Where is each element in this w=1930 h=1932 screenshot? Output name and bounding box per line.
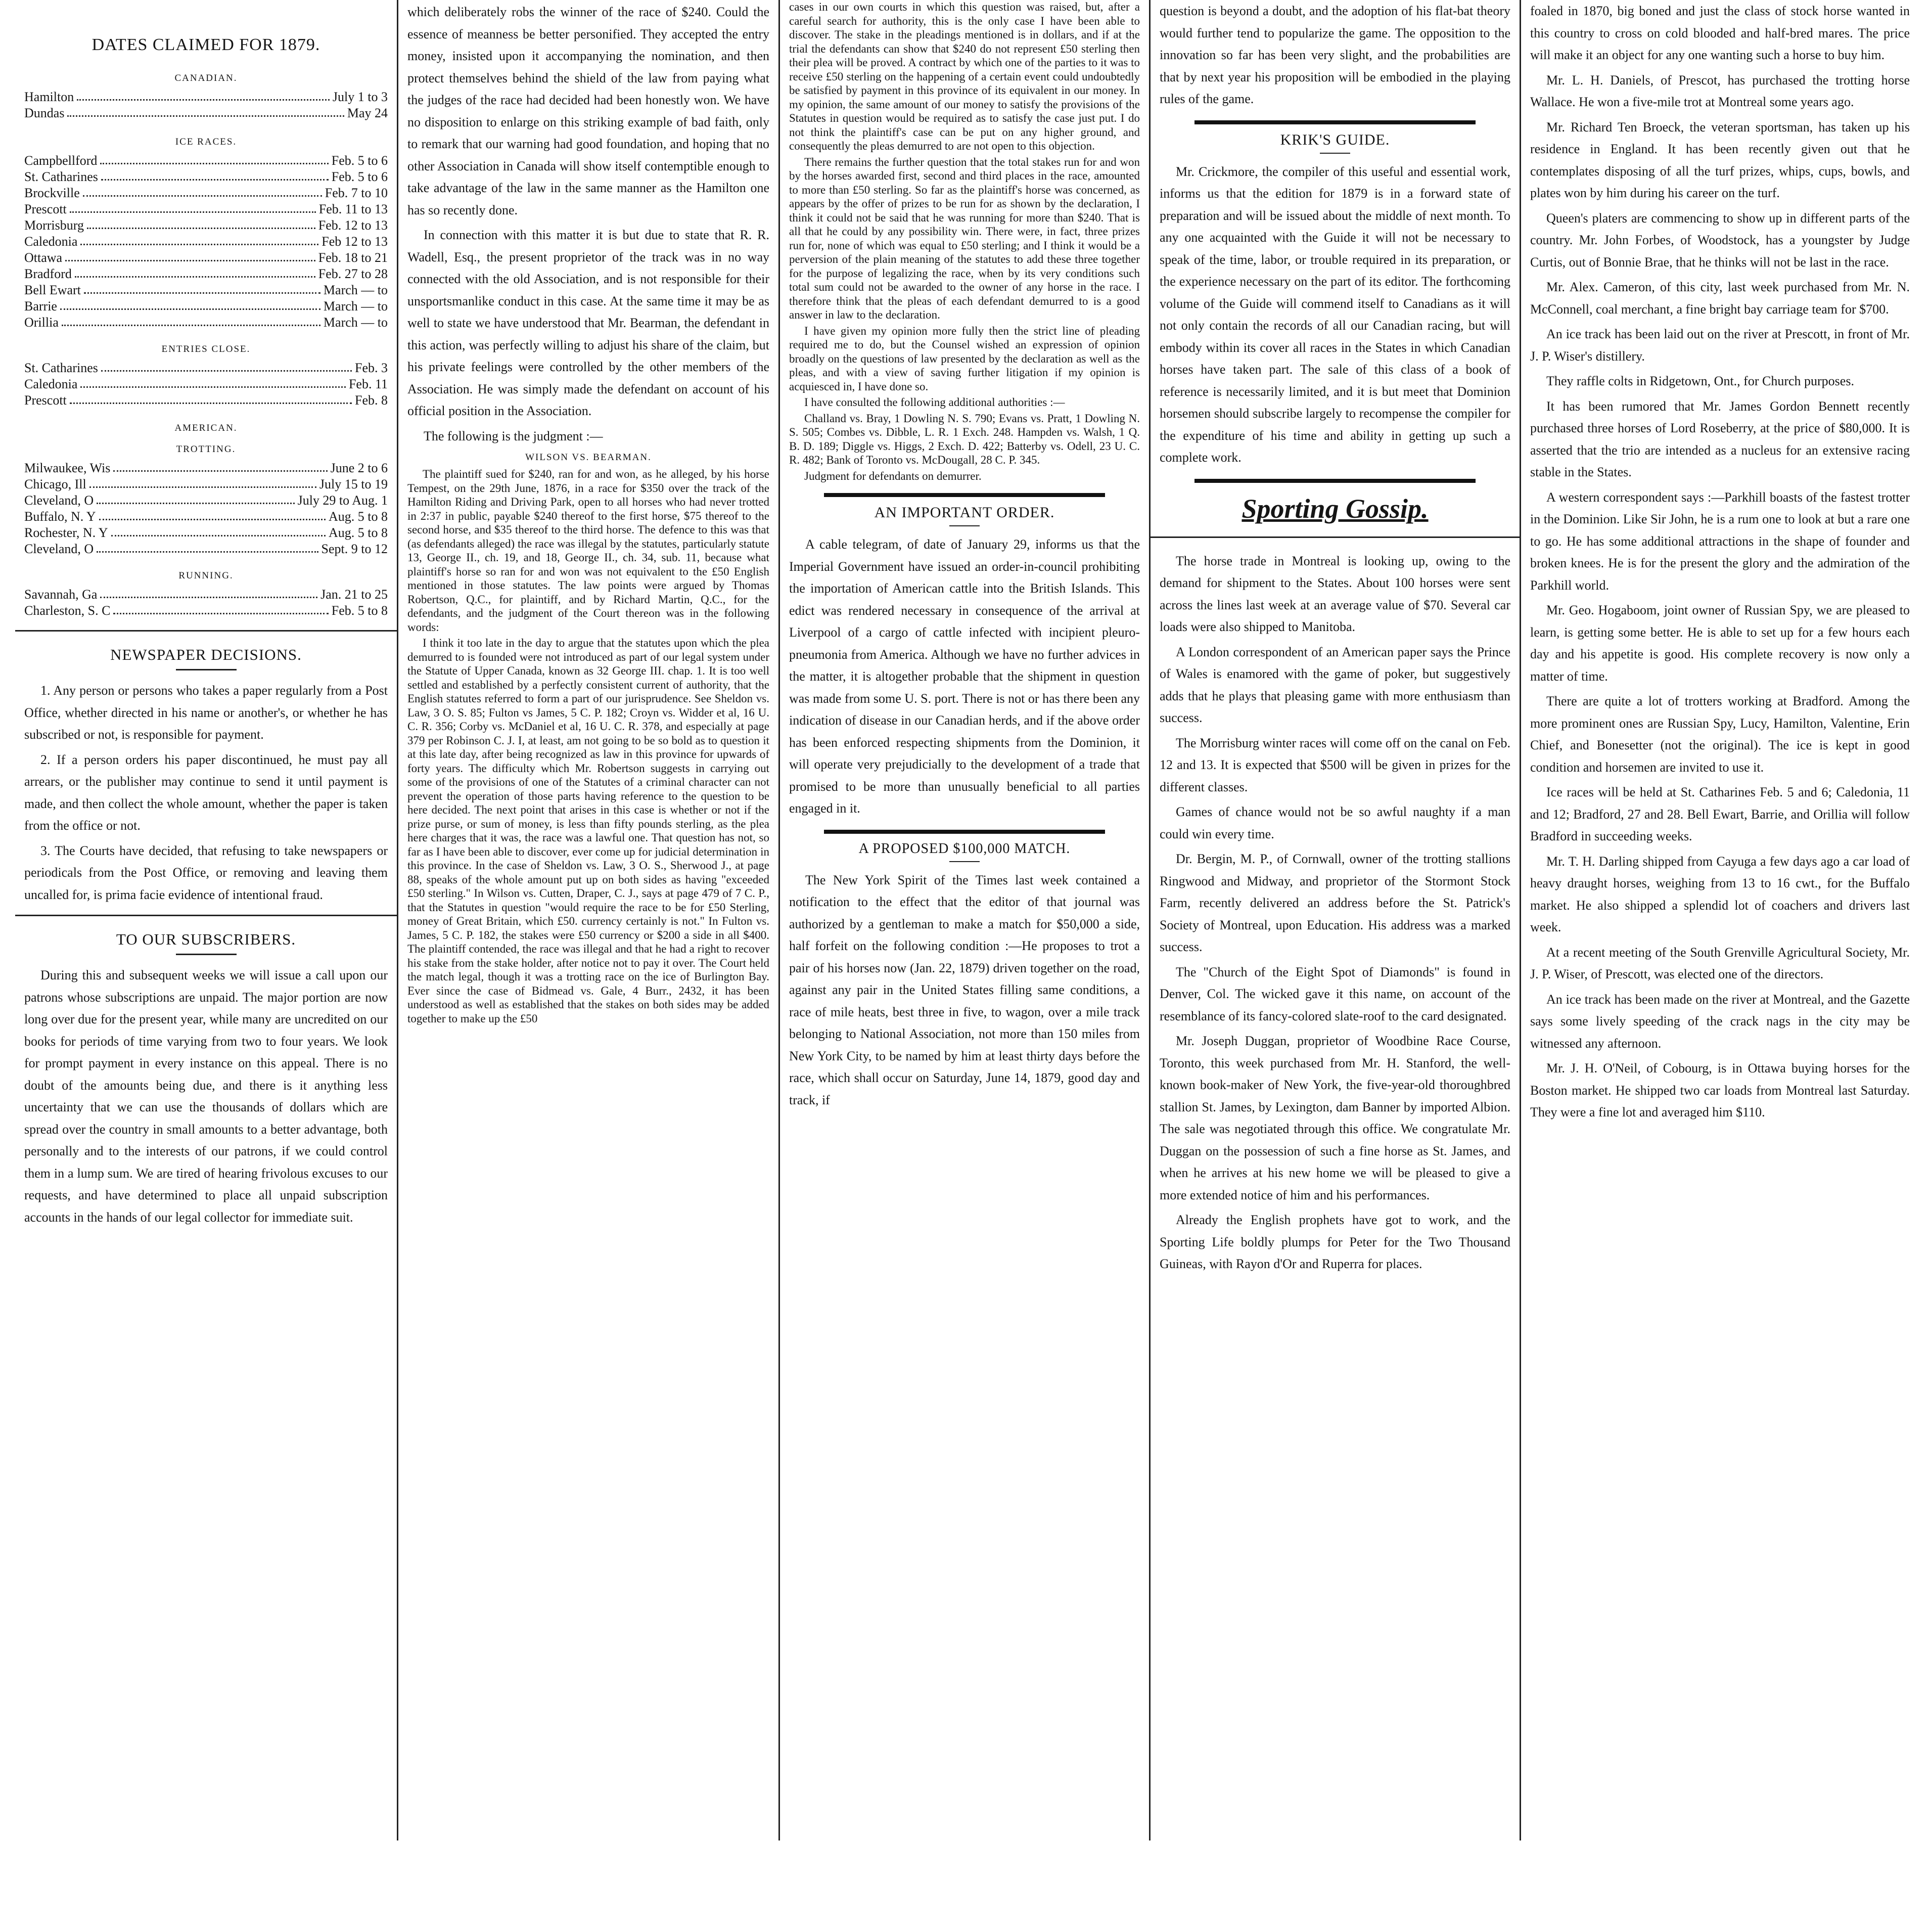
judgment-body <box>407 467 769 1025</box>
paragraph: The "Church of the Eight Spot of Diamonds" is found in Denver, Col. The wicked gave it this name, on account of the resemblance of its fancy-colored slate-roof to the card designated. <box>1160 964 1510 1023</box>
leader-dots <box>99 509 326 520</box>
paragraph: question is beyond a doubt, and the adoption of his flat-bat theory would further tend to popularize the game. The opposition to the innovation so far has been very slight, and the probabilities are that by next year his proposition will be embodied in the playing rules of the game. <box>1160 4 1510 106</box>
paragraph: In connection with this matter it is but due to state that R. R. Wadell, Esq., the present proprietor of the track was in no way connected with the old Association, and is not responsible for their unsportsmanlike conduct in this case. At the same time it may be as well to state we have understood that Mr. Bearman, the defendant in this action, was perfectly willing to adjust his share of the claim, but his private feelings were controlled by the other members of the Association. He was simply made the defendant on account of his official position in the Association. <box>407 228 769 418</box>
listing-date: Jan. 21 to 25 <box>320 587 388 602</box>
paragraph: Already the English prophets have got to work, and the Sporting Life boldly plumps for Peter for the Two Thousand Guineas, with Rayon d'Or and Ruperra for places. <box>1160 1212 1510 1271</box>
leader-dots <box>80 376 346 388</box>
date-listing-row <box>24 603 388 619</box>
paragraph: The New York Spirit of the Times last week contained a notification to the effect that the editor of that journal was authorized by a gentleman to make a match for $50,000 a side, half forfeit on the following condition :—He proposes to trot a pair of his horses now (Jan. 22, 1879) driven together on the road, against any pair in the United States filling same conditions, a race of mile heats, best three in five, to wagon, over a mile track belonging to National Association, not more than 150 miles from New York City, to be named by him at least thirty days before the race, which shall occur on Saturday, June 14, 1879, good day and track, if <box>789 872 1140 1107</box>
leader-dots <box>62 314 320 326</box>
paragraph: Queen's platers are commencing to show up in different parts of the country. Mr. John Forbes, of Woodstock, has a youngster by Judge Curtis, out of Bonnie Brae, that he thinks will not be last in the race. <box>1530 210 1910 269</box>
paragraph: cases in our own courts in which this question was raised, but, after a careful search for authority, this is the only case I have been able to discover. The stake in the pleadings mentioned is in dollars, and if at the trial the defendants can show that $240 do not represent £50 sterling then their plea will be proved. A contract by which one of the parties to it was to receive £50 sterling on the happening of a certain event could undoubtedly be satisfied by payment in this province of its equivalent in our money. In my opinion, the same amount of our money to satisfy the provisions of the Statutes in question would be required as to satisfy the case just put. I do not think the plaintiff's case can be put on any higher ground, and consequently the pleas demurred to are not open to this objection. <box>789 1 1140 152</box>
listing-place: Charleston, S. C <box>24 603 111 618</box>
listing-place: Campbellford <box>24 153 98 168</box>
listing-place: St. Catharines <box>24 169 98 184</box>
paragraph: Mr. Joseph Duggan, proprietor of Woodbine Race Course, Toronto, this week purchased from Mr. H. Stanford, the well-known book-maker of New York, the five-year-old thoroughbred stallion St. James, by Lexington, dam Banner by imported Albion. The sale was negotiated through this office. We congratulate Mr. Duggan on the possession of such a fine horse as St. James, and when he arrives at his new home we will be pleased to give a more extended notice of him and his performances. <box>1160 1034 1510 1202</box>
paragraph: 1. Any person or persons who takes a paper regularly from a Post Office, whether directed in his name or another's, or whether he has subscribed or not, is responsible for payment. <box>24 683 388 742</box>
date-listing-row <box>24 476 388 492</box>
listing-place: Bradford <box>24 266 72 281</box>
listing-date: July 29 to Aug. 1 <box>297 493 388 508</box>
listing-place: Chicago, Ill <box>24 477 86 491</box>
listing-date: Feb. 27 to 28 <box>318 266 388 281</box>
section-divider <box>15 630 397 632</box>
listing-date: Feb. 12 to 13 <box>318 218 388 233</box>
case-title: WILSON VS. BEARMAN. <box>525 452 652 463</box>
dates-title: DATES CLAIMED FOR 1879. <box>91 35 320 54</box>
paragraph: 3. The Courts have decided, that refusing to take newspapers or periodicals from the Post Office, or removing and leaving them uncalled for, is prima facie evidence of intentional fraud. <box>24 843 388 902</box>
paragraph: The horse trade in Montreal is looking up, owing to the demand for shipment to the States. About 100 horses were sent across the lines last week at an average value of $70. Several car loads were also shipped to Manitoba. <box>1160 553 1510 634</box>
paragraph: Mr. L. H. Daniels, of Prescot, has purchased the trotting horse Wallace. He won a five-mile trot at Montreal some years ago. <box>1530 72 1910 109</box>
date-listing-row <box>24 105 388 121</box>
listing-date: Feb. 8 <box>355 393 388 408</box>
paragraph: Games of chance would not be so awful naughty if a man could win every time. <box>1160 804 1510 841</box>
leader-dots <box>67 105 344 117</box>
title-rule <box>949 525 980 526</box>
date-listing-row <box>24 360 388 376</box>
paragraph: Judgment for defendants on demurrer. <box>804 469 982 482</box>
listing-date: Feb. 18 to 21 <box>318 250 388 265</box>
leader-dots <box>97 541 318 553</box>
paragraph: Mr. Richard Ten Broeck, the veteran sportsman, has taken up his residence in England. It has been recently given out that he contemplates disposing of all the turf prizes, whips, cups, bowls, and plates won by him during his career on the turf. <box>1530 119 1910 200</box>
paragraph: I have consulted the following additional authorities :— <box>804 396 1065 409</box>
sporting-gossip-title: Sporting Gossip. <box>1242 493 1429 524</box>
paragraph: which deliberately robs the winner of the race of $240. Could the essence of meanness be better personified. They accepted the entry money, insisted upon it accompanying the nomination, and then protect themselves behind the shield of the law from paying what the judges of the race had decided had been honestly won. We have no disposition to enlarge on this striking example of bad faith, only to remark that our warning had good foundation, and hoping that no other Association in Canada will show itself contemptible enough to take advantage of the law in the same manner as the Hamilton one has so recently done. <box>407 5 769 217</box>
listing-place: Orillia <box>24 315 59 330</box>
listing-place: Ottawa <box>24 250 63 265</box>
order-title: AN IMPORTANT ORDER. <box>874 504 1055 521</box>
subscribers-title: TO OUR SUBSCRIBERS. <box>116 930 296 948</box>
title-rule <box>1320 153 1350 154</box>
column-3 <box>778 0 1149 1840</box>
leader-dots <box>70 201 316 213</box>
listing-date: Feb. 3 <box>355 361 388 375</box>
listing-place: Brockville <box>24 186 80 200</box>
date-listing-row <box>24 587 388 603</box>
date-listing-row <box>24 525 388 541</box>
listing-date: Feb. 5 to 6 <box>331 153 388 168</box>
section-divider <box>1194 479 1475 483</box>
leader-dots <box>70 392 352 404</box>
leader-dots <box>89 476 316 488</box>
running-list <box>24 587 388 619</box>
leader-dots <box>87 217 315 229</box>
column-2 <box>397 0 778 1840</box>
judgment-continued <box>789 0 1140 483</box>
ice-races-list <box>24 153 388 331</box>
leader-dots <box>84 282 320 294</box>
listing-place: Milwaukee, Wis <box>24 461 111 475</box>
paragraph: Mr. Geo. Hogaboom, joint owner of Russian Spy, we are pleased to learn, is getting some better. He is able to set up for a few hours each day and his appetite is good. His complete recovery is now only a matter of time. <box>1530 603 1910 684</box>
ice-races-heading: ICE RACES. <box>175 137 237 147</box>
listing-date: Aug. 5 to 8 <box>329 525 388 540</box>
leader-dots <box>101 169 329 181</box>
paragraph: foaled in 1870, big boned and just the class of stock horse wanted in this country to cross on cold blooded and half-bred mares. The price will make it an object for any one wanting such a horse to buy him. <box>1530 4 1910 62</box>
listing-date: Feb. 7 to 10 <box>325 186 388 200</box>
listing-date: March — to <box>323 299 388 313</box>
date-listing-row <box>24 492 388 509</box>
paragraph: The plaintiff sued for $240, ran for and won, as he alleged, by his horse Tempest, on the 29th June, 1876, in a race for $350 over the track of the Hamilton Riding and Driving Park, open to all horses who had never trotted in 2:37 in public, payable $240 thereof to the first horse, $75 thereof to the second horse, and $35 thereof to the third horse. The defence to this was that (as defendants alleged) the race was illegal by the statutes, particularly statute 13, George II., ch. 19, and 18, George II., ch. 34, sub. 11, because what plaintiff's horse so ran for and won was not equivalent to the £50 English mentioned in those statutes. The law points were argued by Thomas Robertson, Q.C., for plaintiff, and by Richard Martin, Q.C., for the defendants, and the judgment of the Court thereon was in the following words: <box>407 468 769 634</box>
paragraph: Mr. T. H. Darling shipped from Cayuga a few days ago a car load of heavy draught horses, weighing from 13 to 16 cwt., for the Buffalo market. He also shipped a splendid lot of coachers and drivers last week. <box>1530 853 1910 934</box>
title-rule <box>176 954 237 955</box>
listing-date: May 24 <box>347 106 388 120</box>
date-listing-row <box>24 201 388 217</box>
paragraph: During this and subsequent weeks we will issue a call upon our patrons whose subscriptions are unpaid. The major portion are now long over due for the present year, while many are uncredited on our books for periods of time varying from two to four years. We look for prompt payment in every instance on this appeal. There is no doubt of the amounts being due, and there is it anything less uncertainty that we can use the thousands of dollars which are spread over the country in small amounts to a better advantage, both personally and to the interests of our patrons, if we could control them in a lump sum. We are tired of hearing frivolous excuses to our requests, and have determined to place all unpaid subscription accounts in the hands of our legal collector for immediate suit. <box>24 968 388 1225</box>
section-divider <box>824 493 1105 497</box>
paragraph: A London correspondent of an American paper says the Prince of Wales is enamored with the game of poker, but suggestively adds that he plays that pleasing game with more enthusiasm than success. <box>1160 644 1510 725</box>
column-5 <box>1520 0 1919 1840</box>
date-listing-row <box>24 376 388 392</box>
canadian-heading: CANADIAN. <box>174 73 238 83</box>
leader-dots <box>77 89 330 101</box>
date-listing-row <box>24 509 388 525</box>
subscribers-body <box>24 964 388 1228</box>
section-divider <box>15 915 397 916</box>
leader-dots <box>100 153 328 164</box>
date-listing-row <box>24 185 388 201</box>
section-divider <box>1151 536 1520 538</box>
date-listing-row <box>24 89 388 105</box>
date-listing-row <box>24 460 388 476</box>
leader-dots <box>60 298 320 310</box>
paragraph: The Morrisburg winter races will come off on the canal on Feb. 12 and 13. It is expected that $500 will be given in prizes for the different classes. <box>1160 735 1510 794</box>
listing-date: July 15 to 19 <box>319 477 388 491</box>
listing-date: Feb. 11 to 13 <box>318 202 388 216</box>
paragraph: 2. If a person orders his paper discontinued, he must pay all arrears, or the publisher may continue to send it until payment is made, and then collect the whole amount, whether the paper is taken from the office or not. <box>24 752 388 833</box>
listing-date: Feb. 5 to 6 <box>331 169 388 184</box>
krik-body <box>1160 161 1510 469</box>
gossip-continued <box>1530 0 1910 1124</box>
newspaper-decisions-body <box>24 680 388 906</box>
paragraph: An ice track has been laid out on the river at Prescott, in front of Mr. J. P. Wiser's distillery. <box>1530 327 1910 364</box>
running-heading: RUNNING. <box>178 570 234 581</box>
listing-place: Dundas <box>24 106 65 120</box>
paragraph: At a recent meeting of the South Grenville Agricultural Society, Mr. J. P. Wiser, of Prescott, was elected one of the directors. <box>1530 945 1910 981</box>
title-rule <box>949 861 980 862</box>
listing-place: Prescott <box>24 393 67 408</box>
leader-dots <box>113 460 327 472</box>
listing-place: St. Catharines <box>24 361 98 375</box>
column-4 <box>1149 0 1520 1840</box>
match-title: A PROPOSED $100,000 MATCH. <box>858 840 1071 857</box>
leader-dots <box>101 360 352 372</box>
listing-place: Caledonia <box>24 377 78 391</box>
listing-date: Sept. 9 to 12 <box>321 542 388 556</box>
paragraph: Dr. Bergin, M. P., of Cornwall, owner of the trotting stallions Ringwood and Midway, and proprietor of the Stormont Stock Farm, recently delivered an address before the St. Patrick's Society of Montreal, upon Education. His address was a marked success. <box>1160 851 1510 954</box>
date-listing-row <box>24 282 388 298</box>
paragraph: Challand vs. Bray, 1 Dowling N. S. 790; Evans vs. Pratt, 1 Dowling N. S. 505; Combes vs. Dibble, L. R. 1 Exch. 248. Hampden vs. Walsh, 1 Q. B. D. 189; Diggle vs. Higgs, 2 Exch. D. 422; Batterby vs. Odell, 23 U. C. R. 482; Bank of Toronto vs. McDougall, 28 C. P. 345. <box>789 412 1140 466</box>
paragraph: It has been rumored that Mr. James Gordon Bennett recently purchased three horses of Lord Roseberry, at the price of $80,000. It is asserted that the trio are intended as a nucleus for an extensive racing stable in the States. <box>1530 398 1910 479</box>
date-listing-row <box>24 250 388 266</box>
paragraph: I think it too late in the day to argue that the statutes upon which the plea demurred to is founded were not introduced as part of our legal system under the Statute of Upper Canada, known as 32 George III. chap. 1. It is too well settled and established by a perfectly consistent current of authority, that the English statutes referred to form a part of our jurisprudence. See Sheldon vs. Law, 3 O. S. 85; Fulton vs James, 5 C. P. 182; Croyn vs. Widder et al, 16 U. C. R. 356; Corby vs. McDaniel et al, 16 U. C. R. 378, and especially at page 379 per Robinson C. J. I, at least, am not going to be so bold as to question it at this late day, after being recognized as law in this province for upwards of forty years. The difficulty which Mr. Robertson suggests in carrying out some of the provisions of one of the Statutes of a criminal character can not prevent the operation of those parts having reference to the question to be here decided. The next point that arises in this case is whether or not if the prize purse, or sum of money, is less than fifty pounds sterling, as the plea here charges that it was, the race was a lawful one. That question has not, so far as I have been able to discover, ever come up for judicial determination in this province. In the case of Sheldon vs. Law, 3 O. S., Sherwood J., at page 88, speaks of the whole amount put up on both sides as having "exceeded £50 sterling." In Wilson vs. Cutten, Draper, C. J., says at page 479 of 7 C. P., that the Statutes in question "would require the race to be for £50 Sterling, money of Great Britain, which £50. currency certainly is not." In Fulton vs. James, 5 C. P. 182, the stakes were £50 currency or $200 a side in all $400. The plaintiff contended, the race was illegal and that he had a right to recover his stake from the stake holder, after notice not to pay it over. The Court held the match legal, though it was a trotting race on the ice of Burlington Bay. Ever since the case of Bidmead vs. Gale, 4 Burr., 2432, it has been understood as well as established that the stakes on both sides may be added together to make up the £50 <box>407 637 769 1025</box>
date-listing-row <box>24 217 388 234</box>
listing-place: Prescott <box>24 202 67 216</box>
leader-dots <box>113 603 328 614</box>
match-body <box>789 869 1140 1111</box>
paragraph: They raffle colts in Ridgetown, Ont., for Church purposes. <box>1546 374 1854 388</box>
date-listing-row <box>24 266 388 282</box>
listing-place: Cleveland, O <box>24 493 94 508</box>
listing-date: Feb. 11 <box>348 377 388 391</box>
paragraph: Mr. Alex. Cameron, of this city, last week purchased from Mr. N. McConnell, coal merchant, a fine bright bay carriage team for $700. <box>1530 280 1910 317</box>
leader-dots <box>75 266 315 278</box>
paragraph: There are quite a lot of trotters working at Bradford. Among the more prominent ones are Russian Spy, Lucy, Hamilton, Valentine, Erin Chief, and Bonesetter (not the original). The ice is kept in good condition and horsemen are invited to use it. <box>1530 694 1910 775</box>
entries-heading: ENTRIES CLOSE. <box>161 344 251 354</box>
editorial-body <box>407 1 769 447</box>
leader-dots <box>111 525 326 536</box>
listing-place: Rochester, N. Y <box>24 525 108 540</box>
listing-place: Savannah, Ga <box>24 587 98 602</box>
paragraph: Ice races will be held at St. Catharines Feb. 5 and 6; Caledonia, 11 and 12; Bradford, 27 and 28. Bell Ewart, Barrie, and Orillia will follow Bradford in succeeding weeks. <box>1530 785 1910 843</box>
american-heading: AMERICAN. <box>174 423 238 433</box>
leader-dots <box>100 587 317 598</box>
leader-dots <box>80 234 318 245</box>
date-listing-row <box>24 541 388 557</box>
listing-date: March — to <box>323 283 388 297</box>
trotting-heading: TROTTING. <box>176 444 236 455</box>
paragraph: Mr. J. H. O'Neil, of Cobourg, is in Ottawa buying horses for the Boston market. He shipped two car loads from Montreal last Saturday. They were a fine lot and averaged him $110. <box>1530 1061 1910 1119</box>
date-listing-row <box>24 169 388 185</box>
listing-date: June 2 to 6 <box>330 461 388 475</box>
date-listing-row <box>24 314 388 331</box>
listing-place: Cleveland, O <box>24 542 94 556</box>
listing-date: Feb. 5 to 8 <box>331 603 388 618</box>
listing-date: Aug. 5 to 8 <box>329 509 388 524</box>
listing-place: Morrisburg <box>24 218 84 233</box>
leader-dots <box>65 250 315 261</box>
listing-place: Barrie <box>24 299 57 313</box>
newspaper-decisions-title: NEWSPAPER DECISIONS. <box>110 646 302 663</box>
listing-place: Hamilton <box>24 89 74 104</box>
paragraph: There remains the further question that the total stakes run for and won by the horses awarded first, second and third places in the race, amounted to more than £50 sterling. So far as the plaintiff's horse was concerned, as appears by the offer of prizes to be run for as shown by the declaration, I think it could not be said that he was running for more than $240. That is all that he could by any possibility win. There were, in fact, three prizes run for, none of which was equal to £50 sterling; and I think it would be a perversion of the plain meaning of the statutes to add these three together for the purpose of legalizing the race, when by its very conditions such total sum could not be awarded to the owner of any horse in the race. I therefore think that the pleas of each defendant demurred to is a good answer in law to the declaration. <box>789 155 1140 321</box>
listing-date: March — to <box>323 315 388 330</box>
gossip-body <box>1160 550 1510 1275</box>
paragraph: Mr. Crickmore, the compiler of this useful and essential work, informs us that the edition for 1879 is in a forward state of preparation and will be issued about the middle of next month. To any one acquainted with the Guide it will not be necessary to speak of the time, labor, or trouble required in its preparation, or the experience necessary on the part of its editor. The forthcoming volume of the Guide will commend itself to Canadians as it will not only contain the records of all our Canadian racing, but will embody within its cover all races in the States in which Canadian horses have taken part. The sale of this class of a book of reference is necessarily limited, and it is but meet that Dominion horsemen should subscribe largely to recompense the compiler for the expenditure of his time and ability in getting up such a complete work. <box>1160 164 1510 465</box>
listing-place: Bell Ewart <box>24 283 81 297</box>
listing-place: Buffalo, N. Y <box>24 509 96 524</box>
leader-dots <box>83 185 322 197</box>
cricket-continued <box>1160 0 1510 110</box>
leader-dots <box>97 492 294 504</box>
krik-title: KRIK'S GUIDE. <box>1280 131 1390 148</box>
paragraph: The following is the judgment :— <box>424 428 603 443</box>
order-body <box>789 533 1140 820</box>
listing-date: July 1 to 3 <box>332 89 388 104</box>
section-divider <box>824 830 1105 834</box>
column-1 <box>15 0 397 1840</box>
entries-list <box>24 360 388 409</box>
paragraph: A western correspondent says :—Parkhill boasts of the fastest trotter in the Dominion. Like Sir John, he is a rum one to look at but a rare one to go. He has some additional attractions in the shape of founder and broken knees. He is for the present the glory and the admiration of the Parkhill world. <box>1530 489 1910 593</box>
paragraph: An ice track has been made on the river at Montreal, and the Gazette says some lively speeding of the crack nags in the city may be witnessed any afternoon. <box>1530 992 1910 1051</box>
title-rule <box>176 669 237 670</box>
date-listing-row <box>24 298 388 314</box>
trotting-list <box>24 460 388 557</box>
paragraph: I have given my opinion more fully then the strict line of pleading required me to do, but the Counsel wished an expression of opinion broadly on the questions of law presented by the declaration as well as the pleas, and with a view of saving further litigation if my opinion is acquiesced in, I have done so. <box>789 324 1140 393</box>
listing-place: Caledonia <box>24 234 78 249</box>
canadian-list <box>24 89 388 121</box>
listing-date: Feb 12 to 13 <box>321 234 388 249</box>
section-divider <box>1194 120 1475 124</box>
date-listing-row <box>24 234 388 250</box>
date-listing-row <box>24 153 388 169</box>
date-listing-row <box>24 392 388 409</box>
paragraph: A cable telegram, of date of January 29, informs us that the Imperial Government have issued an order-in-council prohibiting the importation of American cattle into the British Islands. This edict was rendered necessary in consequence of the arrival at Liverpool of a cargo of cattle infected with incipient pleuro-pneumonia from America. Although we have no further advices in the matter, it is altogether probable that the shipment in question was made from some U. S. port. There is not or has there been any indication of disease in our Canadian herds, and if the above order has been enforced respecting shipments from the Dominion, it will operate very prejudicially to the development of a trade that promised to be more than unusually beneficial to all parties engaged in it. <box>789 537 1140 816</box>
